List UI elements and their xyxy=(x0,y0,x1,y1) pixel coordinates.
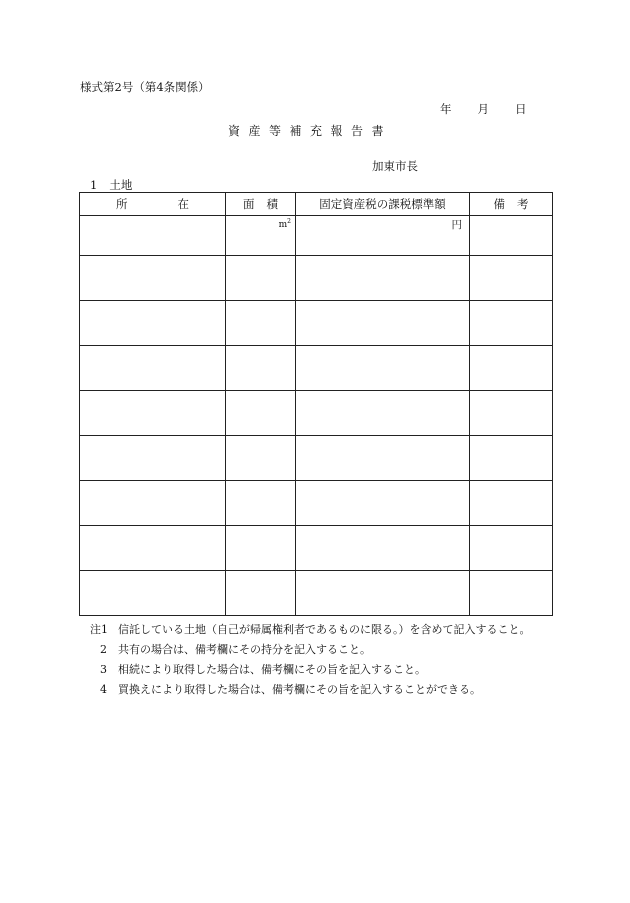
header-tax-value xyxy=(296,193,470,216)
unit-square-meter xyxy=(226,216,295,230)
cell-tax-value[interactable] xyxy=(296,571,470,616)
cell-area[interactable] xyxy=(226,256,296,301)
cell-remarks[interactable] xyxy=(470,526,553,571)
cell-location[interactable] xyxy=(80,526,226,571)
cell-area[interactable] xyxy=(226,301,296,346)
note-text: 相続により取得した場合は、備考欄にその旨を記入すること。 xyxy=(118,663,426,676)
header-area-label: 面積 xyxy=(243,197,290,211)
cell-area[interactable] xyxy=(226,346,296,391)
unit-area-sup: 2 xyxy=(287,218,291,225)
note-text: 信託している土地（自己が帰属権利者であるものに限る。）を含めて記入すること。 xyxy=(118,623,531,636)
cell-tax-value[interactable] xyxy=(296,481,470,526)
cell-location[interactable] xyxy=(80,571,226,616)
header-remarks xyxy=(470,193,553,216)
cell-tax-value[interactable] xyxy=(296,301,470,346)
cell-area[interactable] xyxy=(226,481,296,526)
note-number: 2 xyxy=(100,643,107,656)
cell-location[interactable] xyxy=(80,481,226,526)
section-label: 土地 xyxy=(109,178,133,192)
cell-remarks[interactable] xyxy=(470,256,553,301)
table-row xyxy=(80,571,553,616)
header-tax-value-label: 固定資産税の課税標準額 xyxy=(319,197,446,211)
notes xyxy=(90,620,531,700)
cell-area[interactable] xyxy=(226,526,296,571)
cell-area[interactable] xyxy=(226,571,296,616)
note-item xyxy=(90,660,531,680)
cell-remarks[interactable] xyxy=(470,216,553,256)
note-number: 4 xyxy=(100,683,107,696)
land-table xyxy=(79,192,553,616)
cell-remarks[interactable] xyxy=(470,436,553,481)
document-title: 資産等補充報告書 xyxy=(228,124,393,138)
cell-location[interactable] xyxy=(80,346,226,391)
section-number: 1 xyxy=(90,178,98,192)
table-row xyxy=(80,436,553,481)
cell-tax-value[interactable] xyxy=(296,436,470,481)
table-row xyxy=(80,216,553,256)
header-location xyxy=(80,193,226,216)
cell-location[interactable] xyxy=(80,256,226,301)
note-item xyxy=(90,620,531,640)
table-row xyxy=(80,391,553,436)
date-year-label: 年 xyxy=(440,102,452,116)
cell-location[interactable] xyxy=(80,301,226,346)
header-area xyxy=(226,193,296,216)
cell-tax-value[interactable] xyxy=(296,256,470,301)
cell-tax-value[interactable] xyxy=(296,391,470,436)
addressee: 加東市長 xyxy=(372,159,418,173)
header-location-char-1: 所 xyxy=(116,197,128,211)
cell-area[interactable] xyxy=(226,391,296,436)
date-day-label: 日 xyxy=(515,102,527,116)
cell-area[interactable] xyxy=(226,216,296,256)
note-item xyxy=(90,680,531,700)
note-text: 共有の場合は、備考欄にその持分を記入すること。 xyxy=(118,643,371,656)
cell-location[interactable] xyxy=(80,391,226,436)
cell-remarks[interactable] xyxy=(470,571,553,616)
unit-area-base: m xyxy=(278,220,288,230)
cell-tax-value[interactable] xyxy=(296,346,470,391)
note-number: 3 xyxy=(100,663,107,676)
date-month-label: 月 xyxy=(477,102,489,116)
date-line xyxy=(440,101,527,117)
table-header-row xyxy=(80,193,553,216)
cell-remarks[interactable] xyxy=(470,301,553,346)
form-number: 様式第2号（第4条関係） xyxy=(80,80,210,94)
table-row xyxy=(80,346,553,391)
cell-remarks[interactable] xyxy=(470,346,553,391)
cell-location[interactable] xyxy=(80,216,226,256)
table-row xyxy=(80,481,553,526)
table-row xyxy=(80,256,553,301)
cell-remarks[interactable] xyxy=(470,391,553,436)
cell-remarks[interactable] xyxy=(470,481,553,526)
note-text: 買換えにより取得した場合は、備考欄にその旨を記入することができる。 xyxy=(118,683,481,696)
cell-location[interactable] xyxy=(80,436,226,481)
header-location-char-2: 在 xyxy=(177,197,189,211)
note-number: 注1 xyxy=(90,623,108,636)
table-row xyxy=(80,301,553,346)
section-heading xyxy=(90,177,132,193)
unit-yen: 円 xyxy=(451,219,462,231)
table-row xyxy=(80,526,553,571)
header-remarks-label: 備考 xyxy=(493,197,541,211)
cell-tax-value[interactable] xyxy=(296,216,470,256)
cell-area[interactable] xyxy=(226,436,296,481)
cell-tax-value[interactable] xyxy=(296,526,470,571)
note-item xyxy=(90,640,531,660)
